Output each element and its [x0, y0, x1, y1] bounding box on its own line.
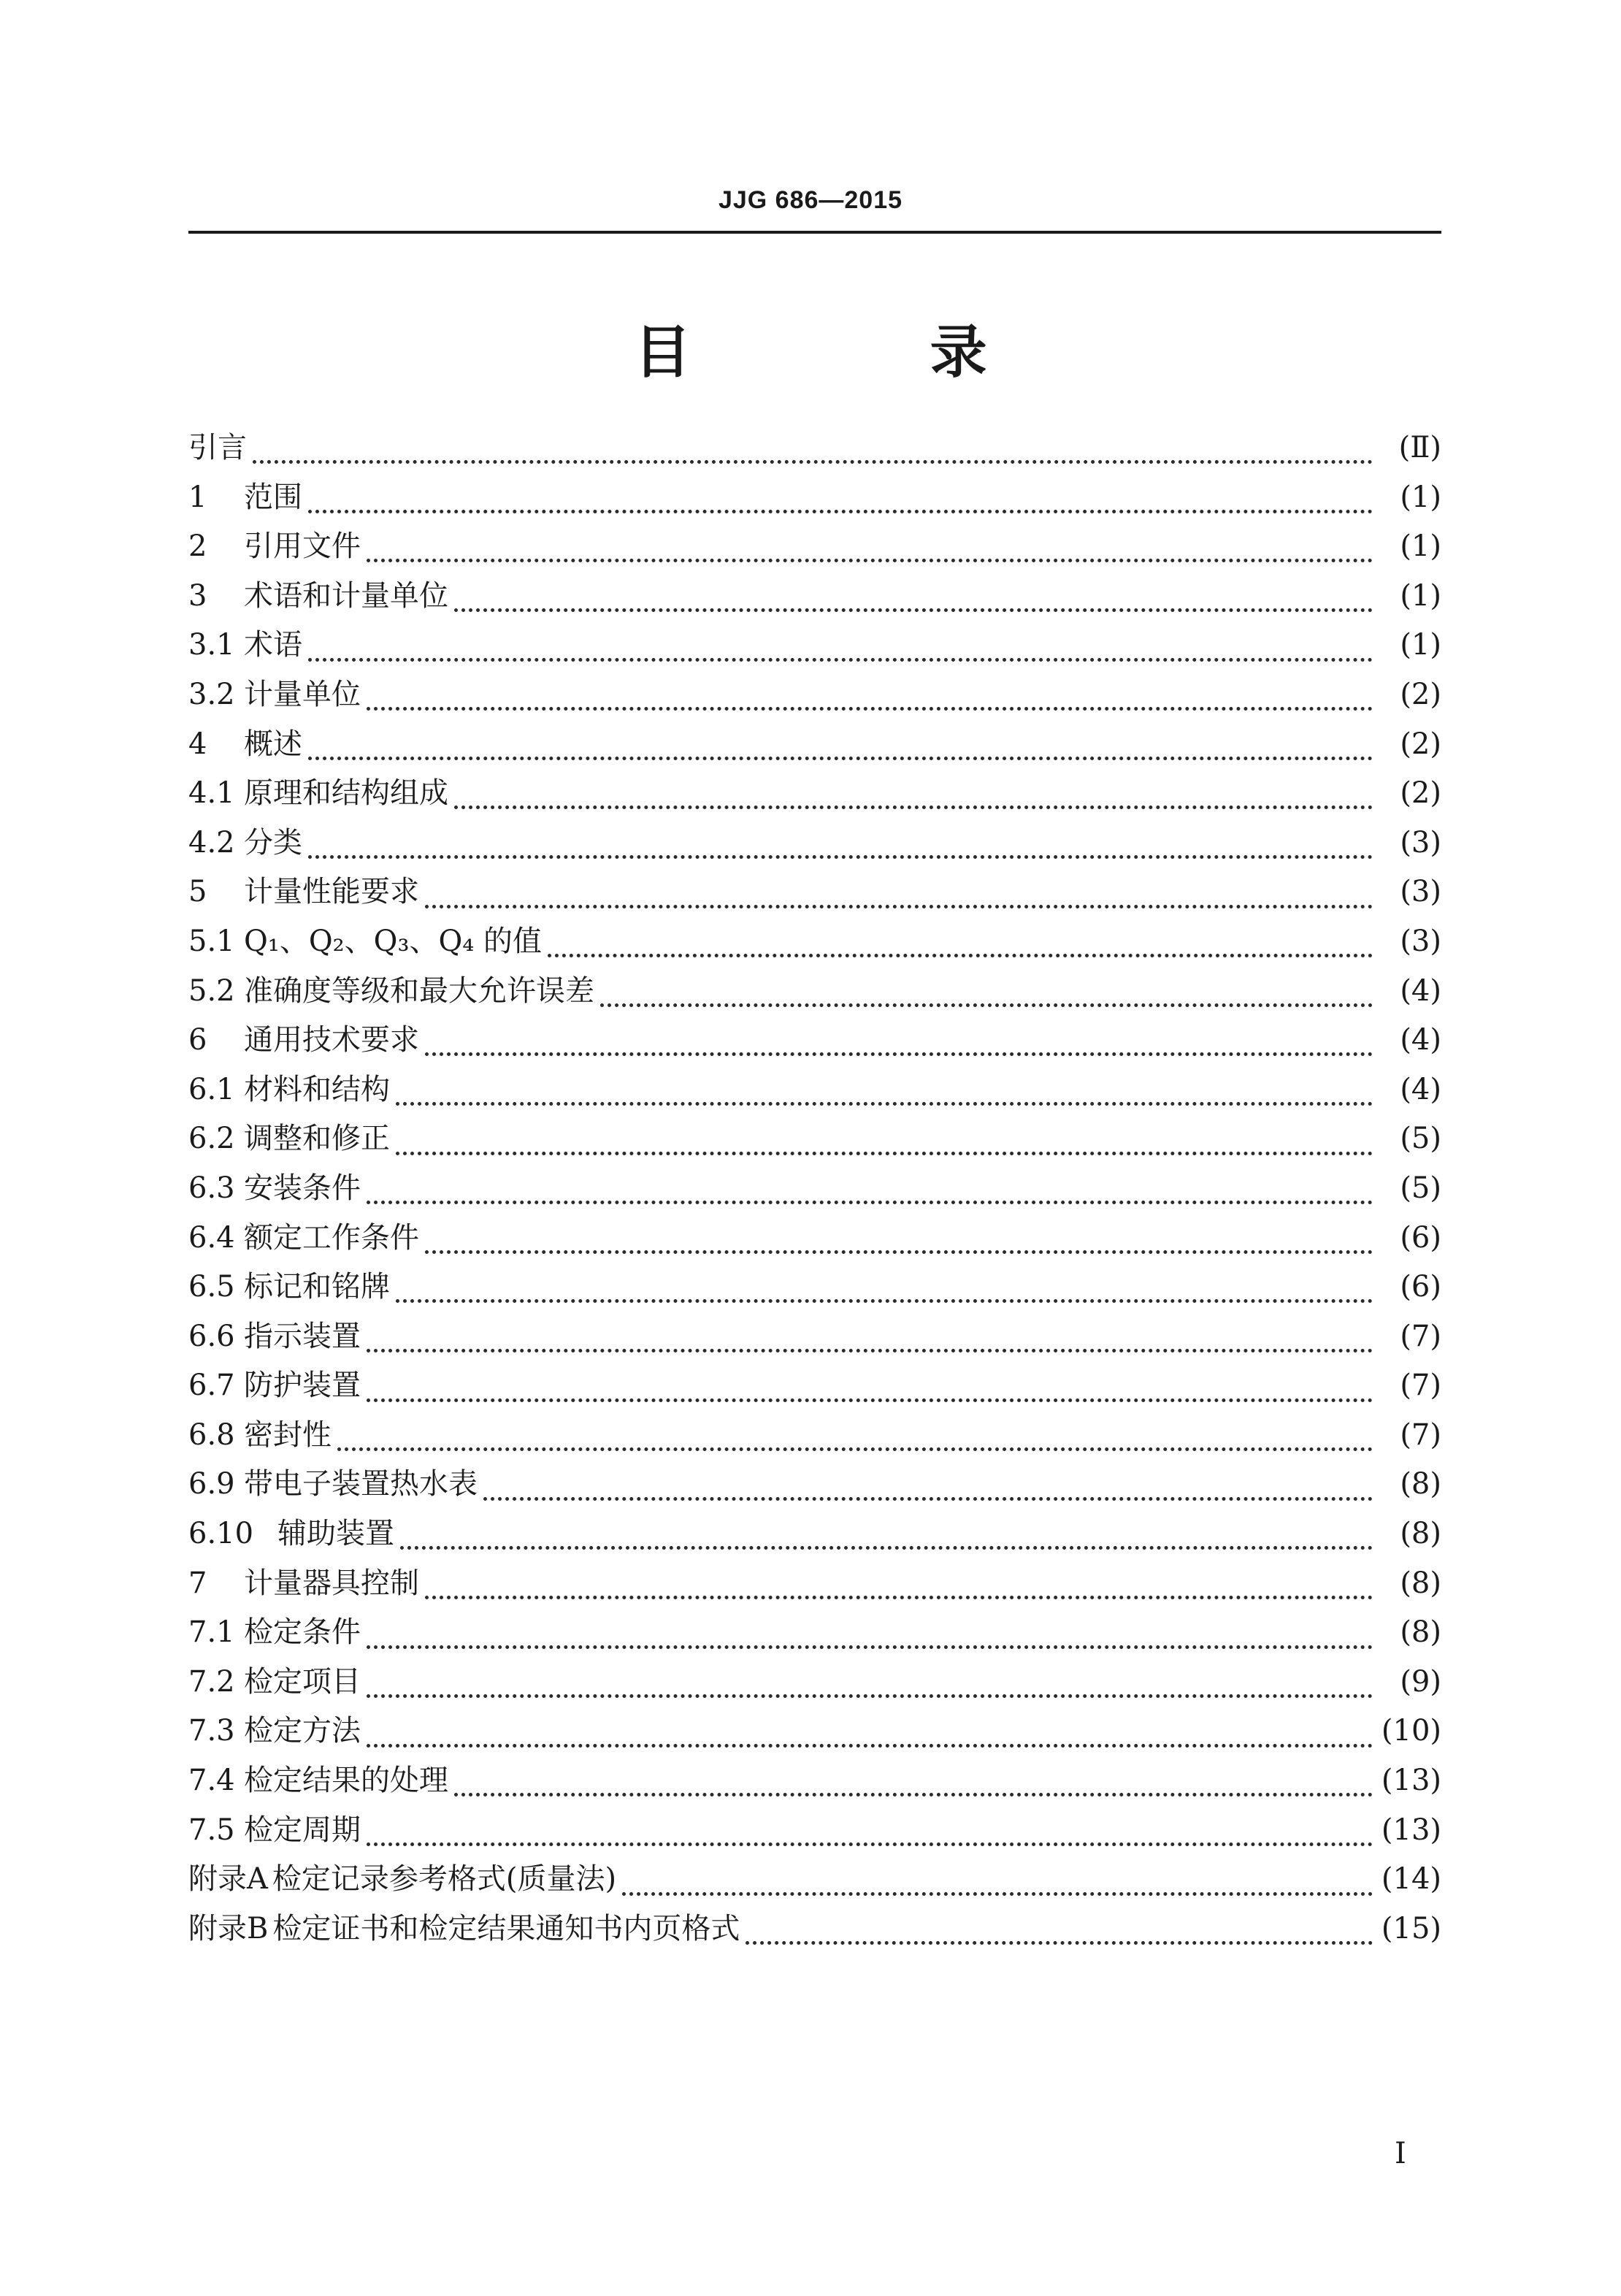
toc-entry-number: 7.1 [188, 1615, 235, 1650]
toc-entry-page: (8) [1400, 1517, 1441, 1551]
toc-entry[interactable] [188, 819, 1441, 869]
toc-entry-page: (3) [1400, 875, 1441, 909]
toc-entry-number: 2 [188, 529, 207, 564]
toc-entry[interactable] [188, 1263, 1441, 1313]
toc-entry-label: 材料和结构 [244, 1072, 390, 1106]
toc-leader-dots [425, 1023, 1373, 1056]
toc-entry[interactable] [188, 1017, 1441, 1066]
toc-entry-number: 6.1 [188, 1072, 235, 1106]
toc-leader-dots [367, 1665, 1373, 1698]
toc-entry-number: 6.6 [188, 1319, 235, 1353]
toc-entry-page: (2) [1400, 727, 1441, 761]
toc-entry-page: (Ⅱ) [1398, 431, 1441, 464]
toc-entry-number: 7.4 [188, 1764, 235, 1798]
toc-entry[interactable] [188, 621, 1441, 671]
toc-entry[interactable] [188, 1609, 1441, 1658]
toc-entry[interactable] [188, 868, 1441, 918]
toc-entry-page: (7) [1400, 1319, 1441, 1353]
toc-entry-number: 4 [188, 727, 207, 761]
toc-entry-number: 3.1 [188, 628, 235, 662]
toc-entry-page: (14) [1381, 1862, 1441, 1897]
toc-leader-dots [367, 529, 1373, 562]
toc-entry-label: 检定方法 [244, 1714, 361, 1748]
toc-leader-dots [367, 1320, 1373, 1352]
toc-leader-dots [396, 1073, 1373, 1106]
toc-entry-number: 6.5 [188, 1270, 235, 1304]
toc-entry-number: 3 [188, 578, 207, 613]
toc-entry[interactable] [188, 1412, 1441, 1461]
toc-entry-number: 6.2 [188, 1122, 235, 1156]
toc-entry-number: 7.5 [188, 1813, 235, 1847]
toc-entry-number: 5.2 [188, 973, 235, 1008]
toc-entry[interactable] [188, 1165, 1441, 1214]
toc-entry[interactable] [188, 573, 1441, 622]
toc-entry-label: 检定项目 [244, 1664, 361, 1699]
toc-entry[interactable] [188, 918, 1441, 968]
toc-leader-dots [483, 1468, 1373, 1501]
toc-entry-label: 带电子装置热水表 [244, 1467, 478, 1501]
toc-entry-page: (10) [1381, 1714, 1441, 1748]
toc-leader-dots [548, 925, 1373, 957]
toc-entry-label: 检定记录参考格式(质量法) [272, 1862, 617, 1897]
toc-entry-label: 计量器具控制 [244, 1566, 419, 1600]
toc-leader-dots [396, 1270, 1373, 1303]
toc-entry-label: 辅助装置 [277, 1517, 394, 1551]
table-of-contents [188, 424, 1441, 1954]
document-code: JJG 686—2015 [718, 186, 903, 214]
toc-entry-number: 6.7 [188, 1369, 235, 1403]
toc-entry[interactable] [188, 1066, 1441, 1116]
toc-entry-label: 指示装置 [244, 1319, 361, 1353]
toc-entry[interactable] [188, 721, 1441, 770]
toc-entry-label: 引用文件 [244, 529, 361, 564]
toc-entry-label: 术语和计量单位 [244, 578, 448, 613]
toc-entry[interactable] [188, 1115, 1441, 1165]
toc-entry-page: (4) [1400, 1023, 1441, 1057]
toc-entry-label: 安装条件 [244, 1171, 361, 1205]
toc-entry-label: 防护装置 [244, 1369, 361, 1403]
toc-entry[interactable] [188, 1362, 1441, 1412]
page-number: Ⅰ [1395, 2137, 1406, 2170]
toc-entry-label: 检定周期 [244, 1813, 361, 1847]
toc-entry-label: 准确度等级和最大允许误差 [244, 973, 594, 1008]
toc-leader-dots [425, 876, 1373, 908]
toc-entry[interactable] [188, 1560, 1441, 1610]
toc-leader-dots [308, 727, 1373, 760]
toc-entry-number: 4.2 [188, 825, 235, 860]
toc-leader-dots [253, 431, 1373, 464]
toc-entry-number: 1 [188, 480, 207, 514]
toc-entry-label: 分类 [244, 825, 302, 860]
toc-entry-label: Q₁、Q₂、Q₃、Q₄ 的值 [244, 924, 543, 958]
toc-leader-dots [367, 1171, 1373, 1204]
toc-entry-page: (5) [1400, 1122, 1441, 1156]
toc-entry-label: 原理和结构组成 [244, 776, 448, 811]
toc-entry-number: 6 [188, 1023, 207, 1057]
toc-entry-page: (1) [1400, 480, 1441, 514]
toc-entry-page: (4) [1400, 1072, 1441, 1106]
toc-entry[interactable] [188, 671, 1441, 721]
toc-entry[interactable] [188, 1313, 1441, 1363]
toc-entry-page: (6) [1400, 1220, 1441, 1255]
header-rule [188, 231, 1441, 234]
toc-entry-label: 调整和修正 [244, 1122, 390, 1156]
toc-entry[interactable] [188, 474, 1441, 524]
toc-leader-dots [400, 1517, 1373, 1550]
toc-leader-dots [367, 678, 1373, 711]
toc-entry-label: 范围 [244, 480, 302, 514]
toc-entry-page: (6) [1400, 1270, 1441, 1304]
toc-entry-page: (7) [1400, 1417, 1441, 1452]
page-title: 目 录 [634, 320, 1097, 386]
toc-entry-page: (1) [1400, 628, 1441, 662]
toc-entry[interactable] [188, 1856, 1441, 1905]
toc-leader-dots [337, 1418, 1373, 1451]
toc-entry-page: (13) [1381, 1764, 1441, 1798]
toc-entry-number: 7.2 [188, 1664, 235, 1699]
toc-entry-page: (3) [1400, 924, 1441, 958]
toc-entry-label: 额定工作条件 [244, 1220, 419, 1255]
toc-entry-page: (3) [1400, 825, 1441, 860]
toc-leader-dots [308, 629, 1373, 662]
toc-entry-page: (15) [1381, 1911, 1441, 1945]
toc-entry[interactable] [188, 968, 1441, 1017]
toc-entry[interactable] [188, 1905, 1441, 1955]
toc-entry-page: (2) [1400, 677, 1441, 711]
toc-entry[interactable] [188, 1510, 1441, 1560]
toc-entry-label: 标记和铭牌 [244, 1270, 390, 1304]
toc-entry-page: (13) [1381, 1813, 1441, 1847]
toc-entry-page: (7) [1400, 1369, 1441, 1403]
toc-entry-label: 通用技术要求 [244, 1023, 419, 1057]
toc-entry-label: 计量性能要求 [244, 875, 419, 909]
toc-leader-dots [367, 1813, 1373, 1846]
toc-leader-dots [425, 1566, 1373, 1599]
toc-entry[interactable] [188, 1757, 1441, 1807]
toc-entry-number: 6.4 [188, 1220, 235, 1255]
toc-entry-label: 检定结果的处理 [244, 1764, 448, 1798]
toc-entry-page: (9) [1400, 1664, 1441, 1699]
toc-entry-number: 4.1 [188, 776, 235, 811]
toc-leader-dots [367, 1369, 1373, 1402]
toc-entry-number: 7.3 [188, 1714, 235, 1748]
toc-entry-label: 检定证书和检定结果通知书内页格式 [272, 1911, 740, 1945]
toc-entry-number: 5.1 [188, 924, 235, 958]
toc-entry[interactable] [188, 1461, 1441, 1510]
toc-entry-number: 附录A [188, 1862, 268, 1897]
toc-entry-label: 术语 [244, 628, 302, 662]
toc-entry-number: 7 [188, 1566, 207, 1600]
toc-entry-number: 5 [188, 875, 207, 909]
toc-leader-dots [454, 579, 1373, 612]
toc-entry-label: 概述 [244, 727, 302, 761]
toc-leader-dots [600, 974, 1373, 1007]
toc-entry-label: 检定条件 [244, 1615, 361, 1650]
toc-leader-dots [396, 1122, 1373, 1155]
toc-entry[interactable] [188, 770, 1441, 819]
toc-entry-number: 附录B [188, 1911, 269, 1945]
toc-leader-dots [454, 776, 1373, 809]
toc-entry-page: (8) [1400, 1615, 1441, 1650]
toc-entry-page: (8) [1400, 1467, 1441, 1501]
toc-entry-page: (1) [1400, 578, 1441, 613]
toc-leader-dots [622, 1863, 1373, 1896]
toc-leader-dots [367, 1715, 1373, 1748]
toc-entry-label: 计量单位 [244, 677, 361, 711]
toc-entry-number: 6.9 [188, 1467, 235, 1501]
toc-entry-page: (4) [1400, 973, 1441, 1008]
toc-entry[interactable] [188, 1707, 1441, 1757]
toc-entry-label: 密封性 [244, 1417, 332, 1452]
toc-entry[interactable] [188, 424, 1441, 474]
toc-entry[interactable] [188, 1214, 1441, 1264]
toc-entry[interactable] [188, 1807, 1441, 1856]
toc-entry-page: (2) [1400, 776, 1441, 811]
toc-leader-dots [367, 1616, 1373, 1649]
toc-entry-number: 6.8 [188, 1417, 235, 1452]
toc-leader-dots [308, 826, 1373, 859]
toc-entry-page: (8) [1400, 1566, 1441, 1600]
toc-entry-page: (1) [1400, 529, 1441, 564]
toc-entry[interactable] [188, 523, 1441, 573]
toc-leader-dots [454, 1764, 1373, 1796]
toc-leader-dots [425, 1221, 1373, 1254]
toc-entry-label: 引言 [188, 431, 247, 464]
toc-entry[interactable] [188, 1658, 1441, 1708]
toc-entry-number: 3.2 [188, 677, 235, 711]
toc-entry-number: 6.3 [188, 1171, 235, 1205]
toc-leader-dots [308, 481, 1373, 513]
toc-leader-dots [746, 1912, 1373, 1945]
toc-entry-page: (5) [1400, 1171, 1441, 1205]
toc-entry-number: 6.10 [188, 1517, 254, 1551]
